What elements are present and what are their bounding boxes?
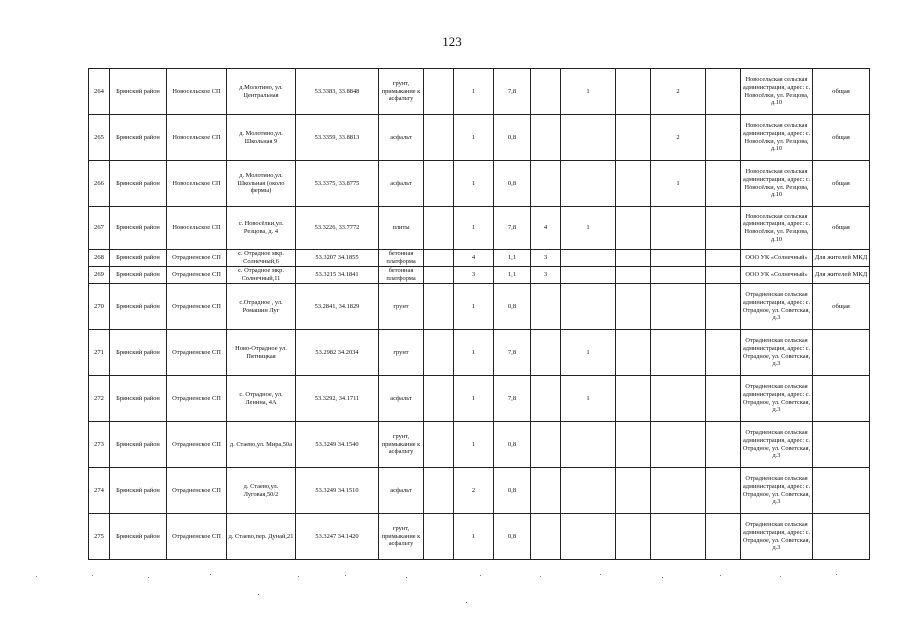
cell-col-11 [561, 250, 616, 267]
cell-coordinates: 53.3247 34.1420 [296, 514, 379, 560]
cell-owner: Новосельская сельская администрация, адрес: с. Новосёлки, ул. Резцова, д.10 [741, 207, 813, 250]
cell-owner: Отрадненская сельская администрация, адрес: с. Отрадное, ул. Советская, д.3 [741, 422, 813, 468]
cell-coordinates: 53.3226, 33.7772 [296, 207, 379, 250]
cell-col-7 [424, 267, 454, 284]
cell-surface: асфальт [379, 376, 424, 422]
cell-col-10 [531, 284, 561, 330]
cell-col-8: 1 [454, 115, 494, 161]
cell-col-12 [616, 468, 651, 514]
cell-access: общая [813, 115, 870, 161]
cell-col-10 [531, 468, 561, 514]
cell-col-8: 1 [454, 376, 494, 422]
table-row [89, 514, 870, 560]
cell-col-13: 2 [651, 69, 706, 115]
table-row [89, 207, 870, 250]
cell-col-12 [616, 514, 651, 560]
cell-address: с.Отрадное , ул. Ромашин Луг [227, 284, 296, 330]
cell-col-14 [706, 376, 741, 422]
cell-access [813, 422, 870, 468]
cell-district: Брянский район [110, 376, 167, 422]
cell-access: Для жителей МКД [813, 250, 870, 267]
cell-col-10 [531, 115, 561, 161]
cell-row-number: 272 [89, 376, 110, 422]
table-row [89, 267, 870, 284]
cell-col-8: 1 [454, 422, 494, 468]
cell-col-13 [651, 207, 706, 250]
scan-dot [92, 575, 93, 576]
cell-col-12 [616, 207, 651, 250]
cell-owner: Новосельская сельская администрация, адрес: с. Новосёлки, ул. Резцова, д.10 [741, 115, 813, 161]
cell-col-10 [531, 161, 561, 207]
cell-row-number: 264 [89, 69, 110, 115]
cell-owner: Отрадненская сельская администрация, адрес: с. Отрадное, ул. Советская, д.3 [741, 468, 813, 514]
cell-col-7 [424, 422, 454, 468]
cell-col-12 [616, 161, 651, 207]
cell-settlement: Отрадненское СП [167, 330, 227, 376]
cell-district: Брянский район [110, 330, 167, 376]
cell-col-14 [706, 514, 741, 560]
scan-dot [720, 575, 721, 576]
cell-col-7 [424, 514, 454, 560]
cell-district: Брянский район [110, 514, 167, 560]
cell-coordinates: 53.2982 34.2034 [296, 330, 379, 376]
cell-col-9: 0,8 [494, 161, 531, 207]
cell-col-10: 3 [531, 267, 561, 284]
cell-owner: ООО УК «Солнечный» [741, 250, 813, 267]
cell-col-14 [706, 69, 741, 115]
cell-address: д. Стаево,ул. Мира,50а [227, 422, 296, 468]
scan-dust [0, 572, 904, 612]
cell-col-11 [561, 422, 616, 468]
table-row [89, 376, 870, 422]
scan-dot [540, 576, 541, 577]
cell-col-9: 0,8 [494, 284, 531, 330]
cell-col-10 [531, 422, 561, 468]
cell-col-12 [616, 422, 651, 468]
container-sites-table [88, 68, 870, 560]
cell-col-8: 3 [454, 267, 494, 284]
cell-surface: грунт, примыкание к асфальту [379, 69, 424, 115]
cell-district: Брянский район [110, 69, 167, 115]
cell-access: общая [813, 69, 870, 115]
cell-col-7 [424, 376, 454, 422]
scan-dot [836, 574, 837, 575]
cell-row-number: 271 [89, 330, 110, 376]
cell-row-number: 270 [89, 284, 110, 330]
cell-col-14 [706, 422, 741, 468]
cell-address: д. Стаево,пер. Дунай,21 [227, 514, 296, 560]
cell-col-13 [651, 267, 706, 284]
cell-settlement: Отрадненское СП [167, 468, 227, 514]
scan-dot [210, 574, 211, 575]
cell-surface: асфальт [379, 161, 424, 207]
cell-col-13 [651, 514, 706, 560]
cell-col-13 [651, 376, 706, 422]
cell-coordinates: 53.2841, 34.1829 [296, 284, 379, 330]
cell-col-8: 1 [454, 514, 494, 560]
cell-col-7 [424, 330, 454, 376]
cell-owner: ООО УК «Солнечный» [741, 267, 813, 284]
cell-settlement: Отрадненское СП [167, 267, 227, 284]
cell-col-7 [424, 69, 454, 115]
cell-surface: бетонная платформа [379, 267, 424, 284]
cell-owner: Новосельская сельская администрация, адрес: с. Новосёлки, ул. Резцова, д.10 [741, 69, 813, 115]
cell-col-10 [531, 514, 561, 560]
cell-row-number: 274 [89, 468, 110, 514]
cell-access [813, 514, 870, 560]
cell-col-13 [651, 250, 706, 267]
cell-row-number: 273 [89, 422, 110, 468]
cell-col-11 [561, 267, 616, 284]
cell-surface: грунт [379, 330, 424, 376]
cell-row-number: 265 [89, 115, 110, 161]
cell-settlement: Отрадненское СП [167, 284, 227, 330]
cell-col-14 [706, 330, 741, 376]
cell-access [813, 330, 870, 376]
scan-dot [466, 602, 467, 603]
cell-col-11: 1 [561, 207, 616, 250]
cell-coordinates: 53.3375, 33.8775 [296, 161, 379, 207]
cell-col-9: 0,8 [494, 514, 531, 560]
cell-col-12 [616, 115, 651, 161]
cell-surface: грунт [379, 284, 424, 330]
cell-col-8: 4 [454, 250, 494, 267]
cell-coordinates: 53.3249 34.1510 [296, 468, 379, 514]
cell-col-14 [706, 284, 741, 330]
cell-col-11: 1 [561, 376, 616, 422]
cell-surface: асфальт [379, 115, 424, 161]
cell-col-14 [706, 115, 741, 161]
cell-col-7 [424, 250, 454, 267]
cell-access: общая [813, 207, 870, 250]
scan-dot [780, 576, 781, 577]
cell-col-8: 1 [454, 330, 494, 376]
cell-col-13: 1 [651, 161, 706, 207]
cell-col-7 [424, 284, 454, 330]
table-row [89, 69, 870, 115]
cell-settlement: Новосельское СП [167, 69, 227, 115]
cell-access [813, 468, 870, 514]
cell-coordinates: 53.3383, 33.8848 [296, 69, 379, 115]
cell-col-7 [424, 161, 454, 207]
cell-district: Брянский район [110, 161, 167, 207]
cell-district: Брянский район [110, 207, 167, 250]
cell-col-9: 7,8 [494, 207, 531, 250]
cell-col-10: 3 [531, 250, 561, 267]
cell-address: д. Стаево,ул. Луговая,50/2 [227, 468, 296, 514]
scan-dot [298, 576, 299, 577]
cell-address: с. Новосёлки,ул. Резцова, д. 4 [227, 207, 296, 250]
cell-surface: грунт, примыкание к асфальту [379, 514, 424, 560]
cell-col-13 [651, 422, 706, 468]
cell-col-12 [616, 267, 651, 284]
cell-col-13 [651, 284, 706, 330]
page-number: 123 [442, 34, 462, 49]
cell-col-9: 0,8 [494, 115, 531, 161]
cell-col-12 [616, 69, 651, 115]
cell-col-8: 1 [454, 207, 494, 250]
table-row [89, 250, 870, 267]
table-row [89, 330, 870, 376]
cell-col-13 [651, 468, 706, 514]
cell-settlement: Отрадненское СП [167, 514, 227, 560]
scan-dot [662, 577, 663, 578]
cell-address: д. Молотино,ул. Школьная 9 [227, 115, 296, 161]
cell-col-9: 1,1 [494, 267, 531, 284]
cell-surface: асфальт [379, 468, 424, 514]
cell-col-11 [561, 514, 616, 560]
scan-dot [345, 575, 346, 576]
cell-access: общая [813, 161, 870, 207]
cell-col-11: 1 [561, 69, 616, 115]
cell-settlement: Новосельское СП [167, 115, 227, 161]
cell-col-12 [616, 250, 651, 267]
cell-col-9: 0,8 [494, 468, 531, 514]
scan-dot [600, 574, 601, 575]
cell-district: Брянский район [110, 284, 167, 330]
cell-settlement: Отрадненское СП [167, 422, 227, 468]
cell-col-10: 4 [531, 207, 561, 250]
cell-col-7 [424, 115, 454, 161]
cell-row-number: 275 [89, 514, 110, 560]
table-row [89, 161, 870, 207]
cell-owner: Отрадненская сельская администрация, адрес: с. Отрадное, ул. Советская, д.3 [741, 514, 813, 560]
cell-row-number: 266 [89, 161, 110, 207]
scan-dot [406, 577, 407, 578]
cell-col-11 [561, 115, 616, 161]
cell-surface: бетонная платформа [379, 250, 424, 267]
cell-col-9: 7,8 [494, 69, 531, 115]
cell-address: д.Молотино, ул. Центральная [227, 69, 296, 115]
cell-col-9: 7,8 [494, 330, 531, 376]
cell-coordinates: 53.3359, 33.8813 [296, 115, 379, 161]
cell-col-10 [531, 69, 561, 115]
cell-col-14 [706, 267, 741, 284]
cell-owner: Новосельская сельская администрация, адрес: с. Новосёлки, ул. Резцова, д.10 [741, 161, 813, 207]
scan-dot [480, 575, 481, 576]
cell-col-9: 7,8 [494, 376, 531, 422]
cell-col-9: 1,1 [494, 250, 531, 267]
cell-settlement: Отрадненское СП [167, 376, 227, 422]
cell-district: Брянский район [110, 250, 167, 267]
cell-row-number: 269 [89, 267, 110, 284]
cell-col-13 [651, 330, 706, 376]
cell-col-11 [561, 284, 616, 330]
cell-col-12 [616, 376, 651, 422]
cell-col-8: 1 [454, 161, 494, 207]
cell-address: Ново-Отрадное ул. Пятницкая [227, 330, 296, 376]
cell-col-10 [531, 376, 561, 422]
scan-dot [258, 594, 259, 595]
cell-access: общая [813, 284, 870, 330]
cell-district: Брянский район [110, 468, 167, 514]
cell-col-9: 0,8 [494, 422, 531, 468]
cell-col-14 [706, 161, 741, 207]
cell-col-11 [561, 161, 616, 207]
cell-col-7 [424, 207, 454, 250]
cell-surface: плиты [379, 207, 424, 250]
cell-col-8: 1 [454, 284, 494, 330]
cell-district: Брянский район [110, 115, 167, 161]
table-body [89, 69, 870, 560]
cell-owner: Отрадненская сельская администрация, адрес: с. Отрадное, ул. Советская, д.3 [741, 330, 813, 376]
cell-col-8: 1 [454, 69, 494, 115]
cell-district: Брянский район [110, 422, 167, 468]
cell-owner: Отрадненская сельская администрация, адрес: с. Отрадное, ул. Советская, д.3 [741, 376, 813, 422]
cell-address: с. Отрадное мкр. Солнечный,11 [227, 267, 296, 284]
cell-settlement: Новосельское СП [167, 207, 227, 250]
cell-col-14 [706, 207, 741, 250]
table-row [89, 422, 870, 468]
table-row [89, 284, 870, 330]
cell-access [813, 376, 870, 422]
cell-row-number: 268 [89, 250, 110, 267]
cell-coordinates: 53.3292, 34.1711 [296, 376, 379, 422]
scan-dot [36, 576, 37, 577]
cell-settlement: Новосельское СП [167, 161, 227, 207]
cell-col-11: 1 [561, 330, 616, 376]
cell-coordinates: 53.3207 34.1855 [296, 250, 379, 267]
cell-col-11 [561, 468, 616, 514]
cell-address: с. Отрадное мкр. Солнечный,6 [227, 250, 296, 267]
cell-col-12 [616, 330, 651, 376]
cell-col-10 [531, 330, 561, 376]
scan-dot [148, 577, 149, 578]
cell-surface: грунт, примыкание к асфальту [379, 422, 424, 468]
cell-col-12 [616, 284, 651, 330]
cell-address: д. Молотино,ул. Школьная (около фермы) [227, 161, 296, 207]
table-row [89, 468, 870, 514]
cell-settlement: Отрадненское СП [167, 250, 227, 267]
table-row [89, 115, 870, 161]
cell-col-8: 2 [454, 468, 494, 514]
cell-access: Для жителей МКД [813, 267, 870, 284]
cell-address: с. Отрадное, ул. Ленина, 4А [227, 376, 296, 422]
cell-row-number: 267 [89, 207, 110, 250]
cell-coordinates: 53.3215 34.1841 [296, 267, 379, 284]
cell-col-13: 2 [651, 115, 706, 161]
cell-coordinates: 53.3249 34.1540 [296, 422, 379, 468]
cell-col-7 [424, 468, 454, 514]
cell-col-14 [706, 468, 741, 514]
cell-district: Брянский район [110, 267, 167, 284]
cell-col-14 [706, 250, 741, 267]
cell-owner: Отрадненская сельская администрация, адрес: с. Отрадное, ул. Советская, д.3 [741, 284, 813, 330]
